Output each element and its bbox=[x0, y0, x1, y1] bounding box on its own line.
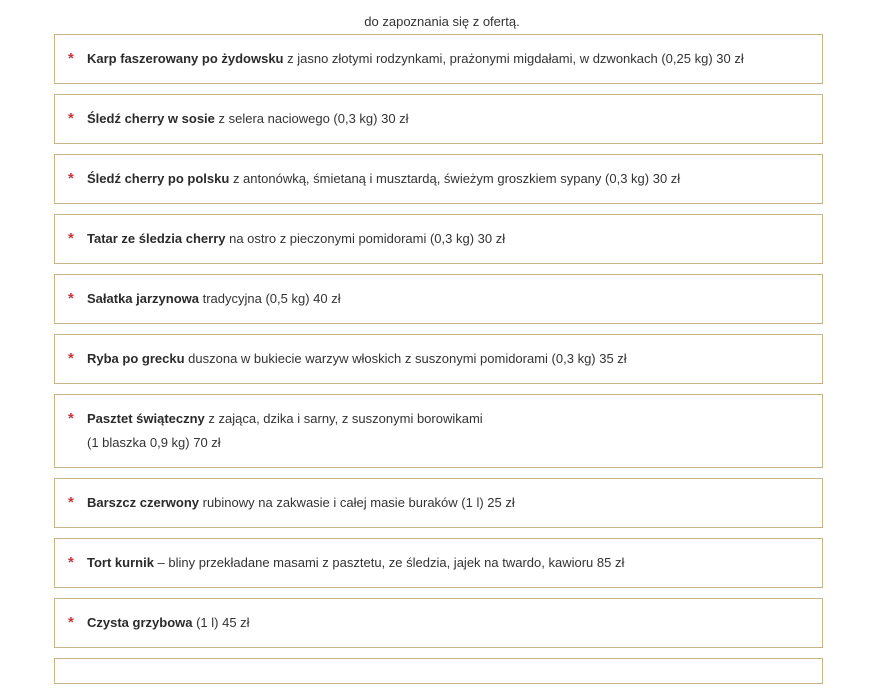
dish-name: Tatar ze śledzia cherry bbox=[87, 231, 226, 246]
asterisk-bullet-icon: * bbox=[68, 50, 74, 67]
dish-description: tradycyjna (0,5 kg) 40 zł bbox=[199, 291, 341, 306]
dish-description: rubinowy na zakwasie i całej masie buraków (1 l) 25 zł bbox=[199, 495, 515, 510]
dish-description: z selera naciowego (0,3 kg) 30 zł bbox=[214, 111, 409, 126]
asterisk-bullet-icon: * bbox=[68, 110, 74, 127]
menu-item-partial bbox=[54, 658, 823, 684]
dish-name: Karp faszerowany po żydowsku bbox=[87, 51, 284, 66]
dish-description: duszona w bukiecie warzyw włoskich z suszonymi pomidorami (0,3 kg) 35 zł bbox=[184, 351, 627, 366]
menu-item-salatka bbox=[54, 274, 823, 324]
menu-item-ryba bbox=[54, 334, 823, 384]
dish-name: Ryba po grecku bbox=[87, 351, 185, 366]
menu-item-tort-kurnik bbox=[54, 538, 823, 588]
menu-item-grzybowa bbox=[54, 598, 823, 648]
asterisk-bullet-icon: * bbox=[68, 290, 74, 307]
dish-description: z antonówką, śmietaną i musztardą, świeżym groszkiem sypany (0,3 kg) 30 zł bbox=[229, 171, 681, 186]
menu-item-sledz-w-sosie bbox=[54, 94, 823, 144]
menu-list bbox=[54, 34, 823, 694]
asterisk-bullet-icon: * bbox=[68, 614, 74, 631]
asterisk-bullet-icon: * bbox=[68, 494, 74, 511]
dish-description-line2: (1 blaszka 0,9 kg) 70 zł bbox=[87, 435, 221, 450]
dish-name: Sałatka jarzynowa bbox=[87, 291, 199, 306]
dish-name: Czysta grzybowa bbox=[87, 615, 193, 630]
dish-description: – bliny przekładane masami z pasztetu, ze śledzia, jajek na twardo, kawioru 85 zł bbox=[153, 555, 625, 570]
dish-description: z jasno złotymi rodzynkami, prażonymi migdałami, w dzwonkach (0,25 kg) 30 zł bbox=[283, 51, 744, 66]
dish-name: Śledź cherry w sosie bbox=[87, 111, 215, 126]
dish-description: (1 l) 45 zł bbox=[192, 615, 250, 630]
dish-name: Śledź cherry po polsku bbox=[87, 171, 230, 186]
menu-item-pasztet bbox=[54, 394, 823, 468]
asterisk-bullet-icon: * bbox=[68, 350, 74, 367]
asterisk-bullet-icon: * bbox=[68, 554, 74, 571]
dish-description: z zająca, dzika i sarny, z suszonymi borowikami bbox=[204, 411, 483, 426]
menu-item-sledz-po-polsku bbox=[54, 154, 823, 204]
menu-item-karp bbox=[54, 34, 823, 84]
asterisk-bullet-icon: * bbox=[68, 170, 74, 187]
menu-item-barszcz bbox=[54, 478, 823, 528]
menu-item-tatar bbox=[54, 214, 823, 264]
asterisk-bullet-icon: * bbox=[68, 410, 74, 427]
dish-name: Barszcz czerwony bbox=[87, 495, 199, 510]
dish-name: Pasztet świąteczny bbox=[87, 411, 205, 426]
asterisk-bullet-icon: * bbox=[68, 230, 74, 247]
dish-description: na ostro z pieczonymi pomidorami (0,3 kg) 30 zł bbox=[225, 231, 506, 246]
intro-text: do zapoznania się z ofertą. bbox=[364, 14, 520, 29]
dish-name: Tort kurnik bbox=[87, 555, 154, 570]
